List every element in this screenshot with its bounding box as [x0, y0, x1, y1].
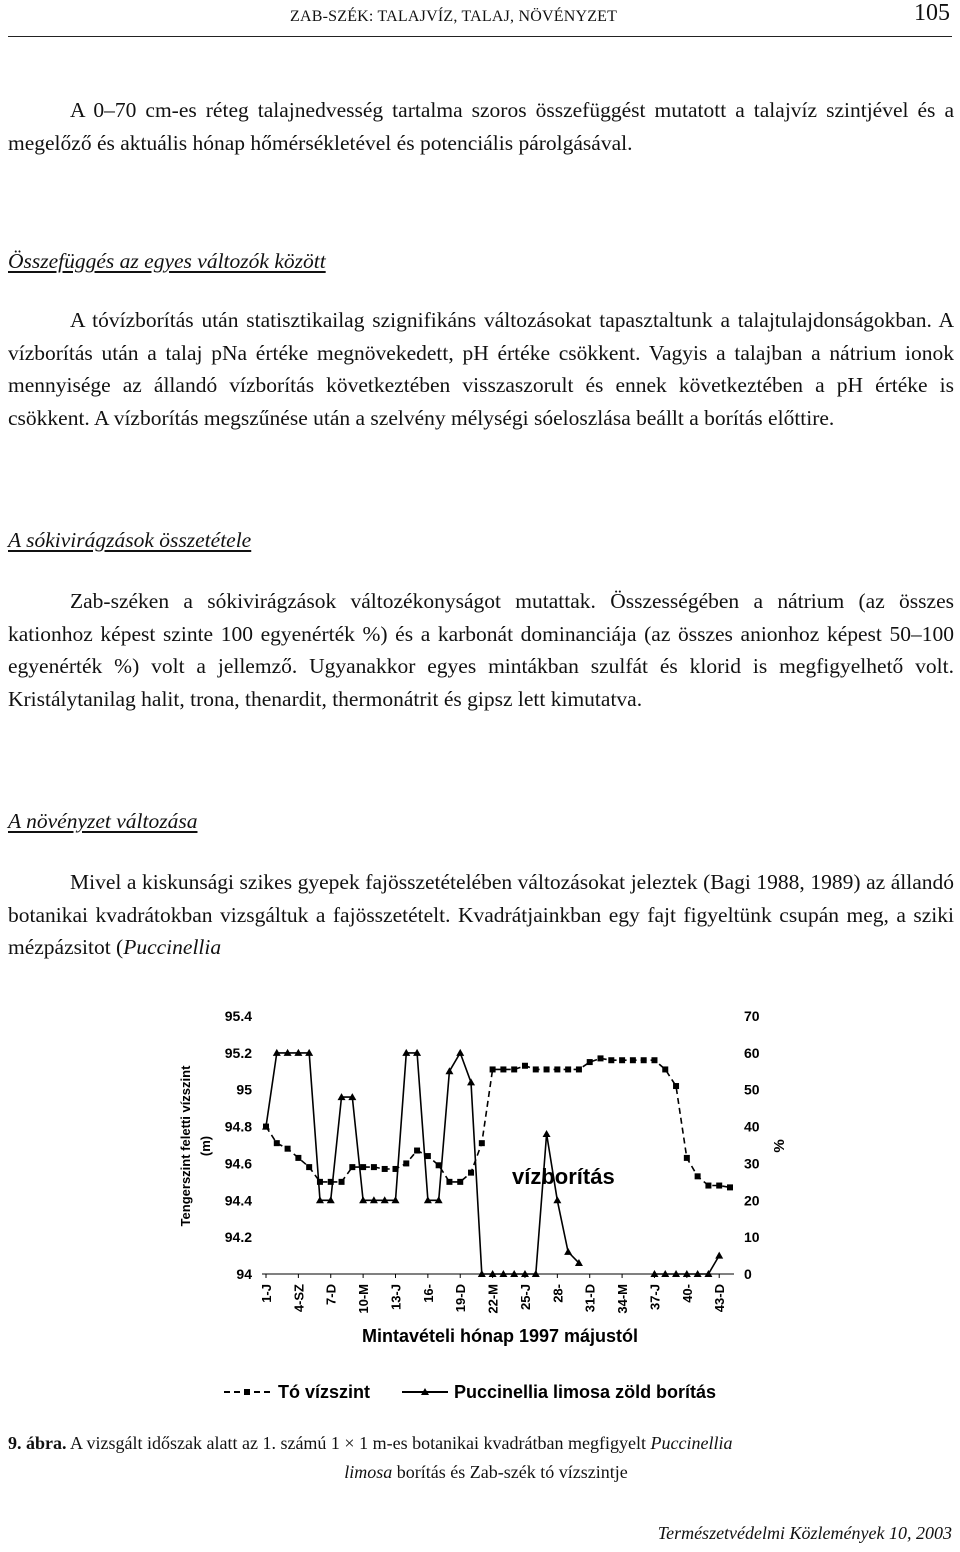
water-level-point	[662, 1066, 668, 1072]
water-level-point	[371, 1164, 377, 1170]
water-level-point	[641, 1057, 647, 1063]
paragraph-text-start: Mivel a kiskunsági szikes gyepek fajösszetételében változásokat jeleztek (Bagi 1988, 1989) az állandó botanikai kvadrátokban vizsgáltuk a fajösszetételt. Kvadrátjainkban egy fajt figyeltünk csupán meg, a sziki mézpázsitot (	[8, 870, 954, 960]
water-level-point	[619, 1057, 625, 1063]
right-axis-tick-label: 70	[744, 1008, 760, 1024]
left-axis-tick-label: 94.8	[224, 1118, 252, 1135]
chart-annotation: vízborítás	[512, 1164, 615, 1189]
water-level-point	[339, 1179, 345, 1185]
left-axis-tick-label: 94	[236, 1266, 252, 1282]
right-axis-tick-label: 10	[744, 1229, 760, 1246]
water-level-point	[274, 1140, 280, 1146]
x-axis-tick-label: 1-J	[259, 1284, 274, 1303]
paragraph-text: A 0–70 cm-es réteg talajnedvesség tartalma szoros összefüggést mutatott a talajvíz szintjével és a megelőző és aktuális hónap hőmérsékletével és potenciális párolgásával.	[8, 98, 954, 155]
cover-point	[564, 1248, 572, 1255]
caption-species-epithet: limosa	[344, 1462, 393, 1482]
x-axis-tick-label: 22-M	[485, 1284, 501, 1314]
cover-point	[543, 1130, 551, 1137]
water-level-point	[565, 1066, 571, 1072]
cover-point	[553, 1196, 561, 1203]
water-level-point	[285, 1146, 291, 1152]
water-level-point	[716, 1183, 722, 1189]
x-axis-tick-label: 37-J	[647, 1284, 663, 1311]
x-axis-title: Mintavételi hónap 1997 májustól	[361, 1326, 639, 1346]
water-level-line	[266, 1058, 730, 1187]
left-axis-ticks	[225, 1008, 252, 1282]
section-heading-vegetation: A növényzet változása	[8, 809, 198, 833]
water-level-point	[727, 1184, 733, 1190]
left-axis-tick-label: 94.4	[224, 1192, 252, 1209]
water-level-point	[608, 1057, 614, 1063]
running-head-title: ZAB-SZÉK: TALAJVÍZ, TALAJ, NÖVÉNYZET	[290, 8, 618, 25]
left-axis-label: Tengerszint feletti vízszint	[178, 1065, 193, 1227]
caption-species-genus: Puccinellia	[650, 1433, 733, 1453]
right-axis-tick-label: 30	[744, 1155, 760, 1172]
x-axis-tick-label: 19-D	[453, 1284, 469, 1313]
journal-footer: Természetvédelmi Közlemények 10, 2003	[657, 1523, 952, 1543]
paragraph-vegetation	[8, 866, 954, 964]
right-axis-ticks	[744, 1008, 760, 1282]
x-axis-tick-label: 10-M	[356, 1284, 372, 1314]
water-level-point	[403, 1160, 409, 1166]
water-level-point	[414, 1148, 420, 1154]
water-level-point	[468, 1170, 474, 1176]
water-level-point	[511, 1066, 517, 1072]
cover-point	[715, 1252, 723, 1259]
section-heading-correlations: Összefüggés az egyes változók között	[8, 249, 326, 273]
right-axis-tick-label: 20	[744, 1192, 760, 1209]
water-level-point	[446, 1179, 452, 1185]
water-level-point	[533, 1066, 539, 1072]
x-axis-ticks	[259, 1274, 727, 1314]
paragraph-text: A tóvízborítás után statisztikailag szignifikáns változásokat tapasztaltunk a talajtulajdonságokban. A vízborítás után a talaj pNa értéke megnövekedett, pH értéke csökkent. Vagyis a talajban a nátrium ionok mennyisége az állandó vízborítás következtében visszaszorult és ennek következtében a pH értéke is csökkent. A vízborítás megszűnése után a szelvény mélységi sóeloszlása beállt a borítás előttire.	[8, 308, 954, 430]
legend-water-label: Tó vízszint	[278, 1382, 371, 1402]
x-axis-tick-label: 34-M	[615, 1284, 631, 1314]
right-axis-tick-label: 60	[744, 1044, 760, 1061]
x-axis-tick-label: 28-	[550, 1284, 566, 1303]
x-axis-tick-label: 43-D	[712, 1284, 728, 1313]
paragraph-text	[8, 866, 954, 964]
x-axis-tick-label: 25-J	[517, 1284, 533, 1311]
figure-9-chart	[0, 996, 960, 1416]
water-level-point	[349, 1164, 355, 1170]
paragraph-text: Zab-széken a sókivirágzások változékonyságot mutattak. Összességében a nátrium (az összes kationhoz képest szinte 100 egyenérték %) és a karbonát dominanciája (az összes anionhoz képest 50–100 egyenérték %) volt a jellemző. Ugyanakkor egyes mintákban szulfát és klorid is megfigyelhető volt. Kristálytanilag halit, trona, thenardit, thermonátrit és gipsz lett kimutatva.	[8, 589, 954, 711]
water-level-point	[598, 1055, 604, 1061]
x-axis-tick-label: 4-SZ	[291, 1284, 307, 1313]
series-puccinellia-cover	[262, 1049, 723, 1277]
left-axis-tick-label: 95	[236, 1081, 252, 1098]
legend-cover-label: Puccinellia limosa zöld borítás	[454, 1382, 717, 1402]
water-level-point	[500, 1066, 506, 1072]
paragraph-soil-properties	[8, 304, 954, 434]
cover-point	[456, 1049, 464, 1056]
water-level-point	[522, 1063, 528, 1069]
right-axis-tick-label: 0	[744, 1266, 752, 1282]
left-axis-tick-label: 94.2	[224, 1229, 252, 1246]
legend	[224, 1382, 716, 1402]
paragraph-salt-composition	[8, 585, 954, 715]
water-level-point	[479, 1140, 485, 1146]
caption-text-end: borítás és Zab-szék tó vízszintje	[392, 1462, 628, 1482]
water-level-point	[382, 1166, 388, 1172]
x-axis-tick-label: 7-D	[323, 1284, 339, 1305]
right-axis-tick-label: 40	[744, 1118, 760, 1135]
left-axis-tick-label: 94.6	[224, 1155, 252, 1172]
figure-caption	[8, 1429, 954, 1487]
caption-text: A vizsgált időszak alatt az 1. számú 1 × 1 m-es botanikai kvadrátban megfigyelt	[66, 1433, 651, 1453]
running-header	[8, 0, 952, 37]
x-axis-tick-label: 40-	[679, 1284, 695, 1303]
water-level-point	[630, 1057, 636, 1063]
right-axis-label: %	[771, 1139, 788, 1153]
legend-water-marker	[244, 1389, 250, 1395]
water-level-point	[673, 1083, 679, 1089]
water-level-point	[554, 1066, 560, 1072]
x-axis-tick-label: 31-D	[582, 1284, 598, 1313]
figure-label: 9. ábra.	[8, 1433, 67, 1453]
water-level-point	[490, 1066, 496, 1072]
water-level-point	[576, 1066, 582, 1072]
species-name-italic: Puccinellia	[123, 935, 222, 960]
water-level-point	[544, 1066, 550, 1072]
x-axis-tick-label: 16-	[420, 1284, 436, 1303]
caption-line-2	[8, 1458, 954, 1487]
water-level-point	[587, 1059, 593, 1065]
cover-point	[445, 1067, 453, 1074]
right-axis-tick-label: 50	[744, 1081, 760, 1098]
water-level-point	[457, 1179, 463, 1185]
water-level-point	[705, 1183, 711, 1189]
page-number: 105	[914, 0, 950, 26]
water-level-point	[684, 1155, 690, 1161]
left-axis-tick-label: 95.2	[224, 1044, 252, 1061]
water-level-point	[425, 1153, 431, 1159]
x-axis-tick-label: 13-J	[388, 1284, 404, 1311]
cover-point	[467, 1078, 475, 1085]
water-level-point	[360, 1164, 366, 1170]
left-axis-unit: (m)	[198, 1135, 213, 1157]
section-heading-salt-efflorescence: A sókivirágzások összetétele	[8, 528, 252, 552]
water-level-point	[651, 1057, 657, 1063]
water-level-point	[306, 1164, 312, 1170]
left-axis-tick-label: 95.4	[224, 1008, 252, 1024]
water-level-point	[695, 1173, 701, 1179]
water-level-point	[295, 1155, 301, 1161]
paragraph-soil-moisture	[8, 94, 954, 159]
